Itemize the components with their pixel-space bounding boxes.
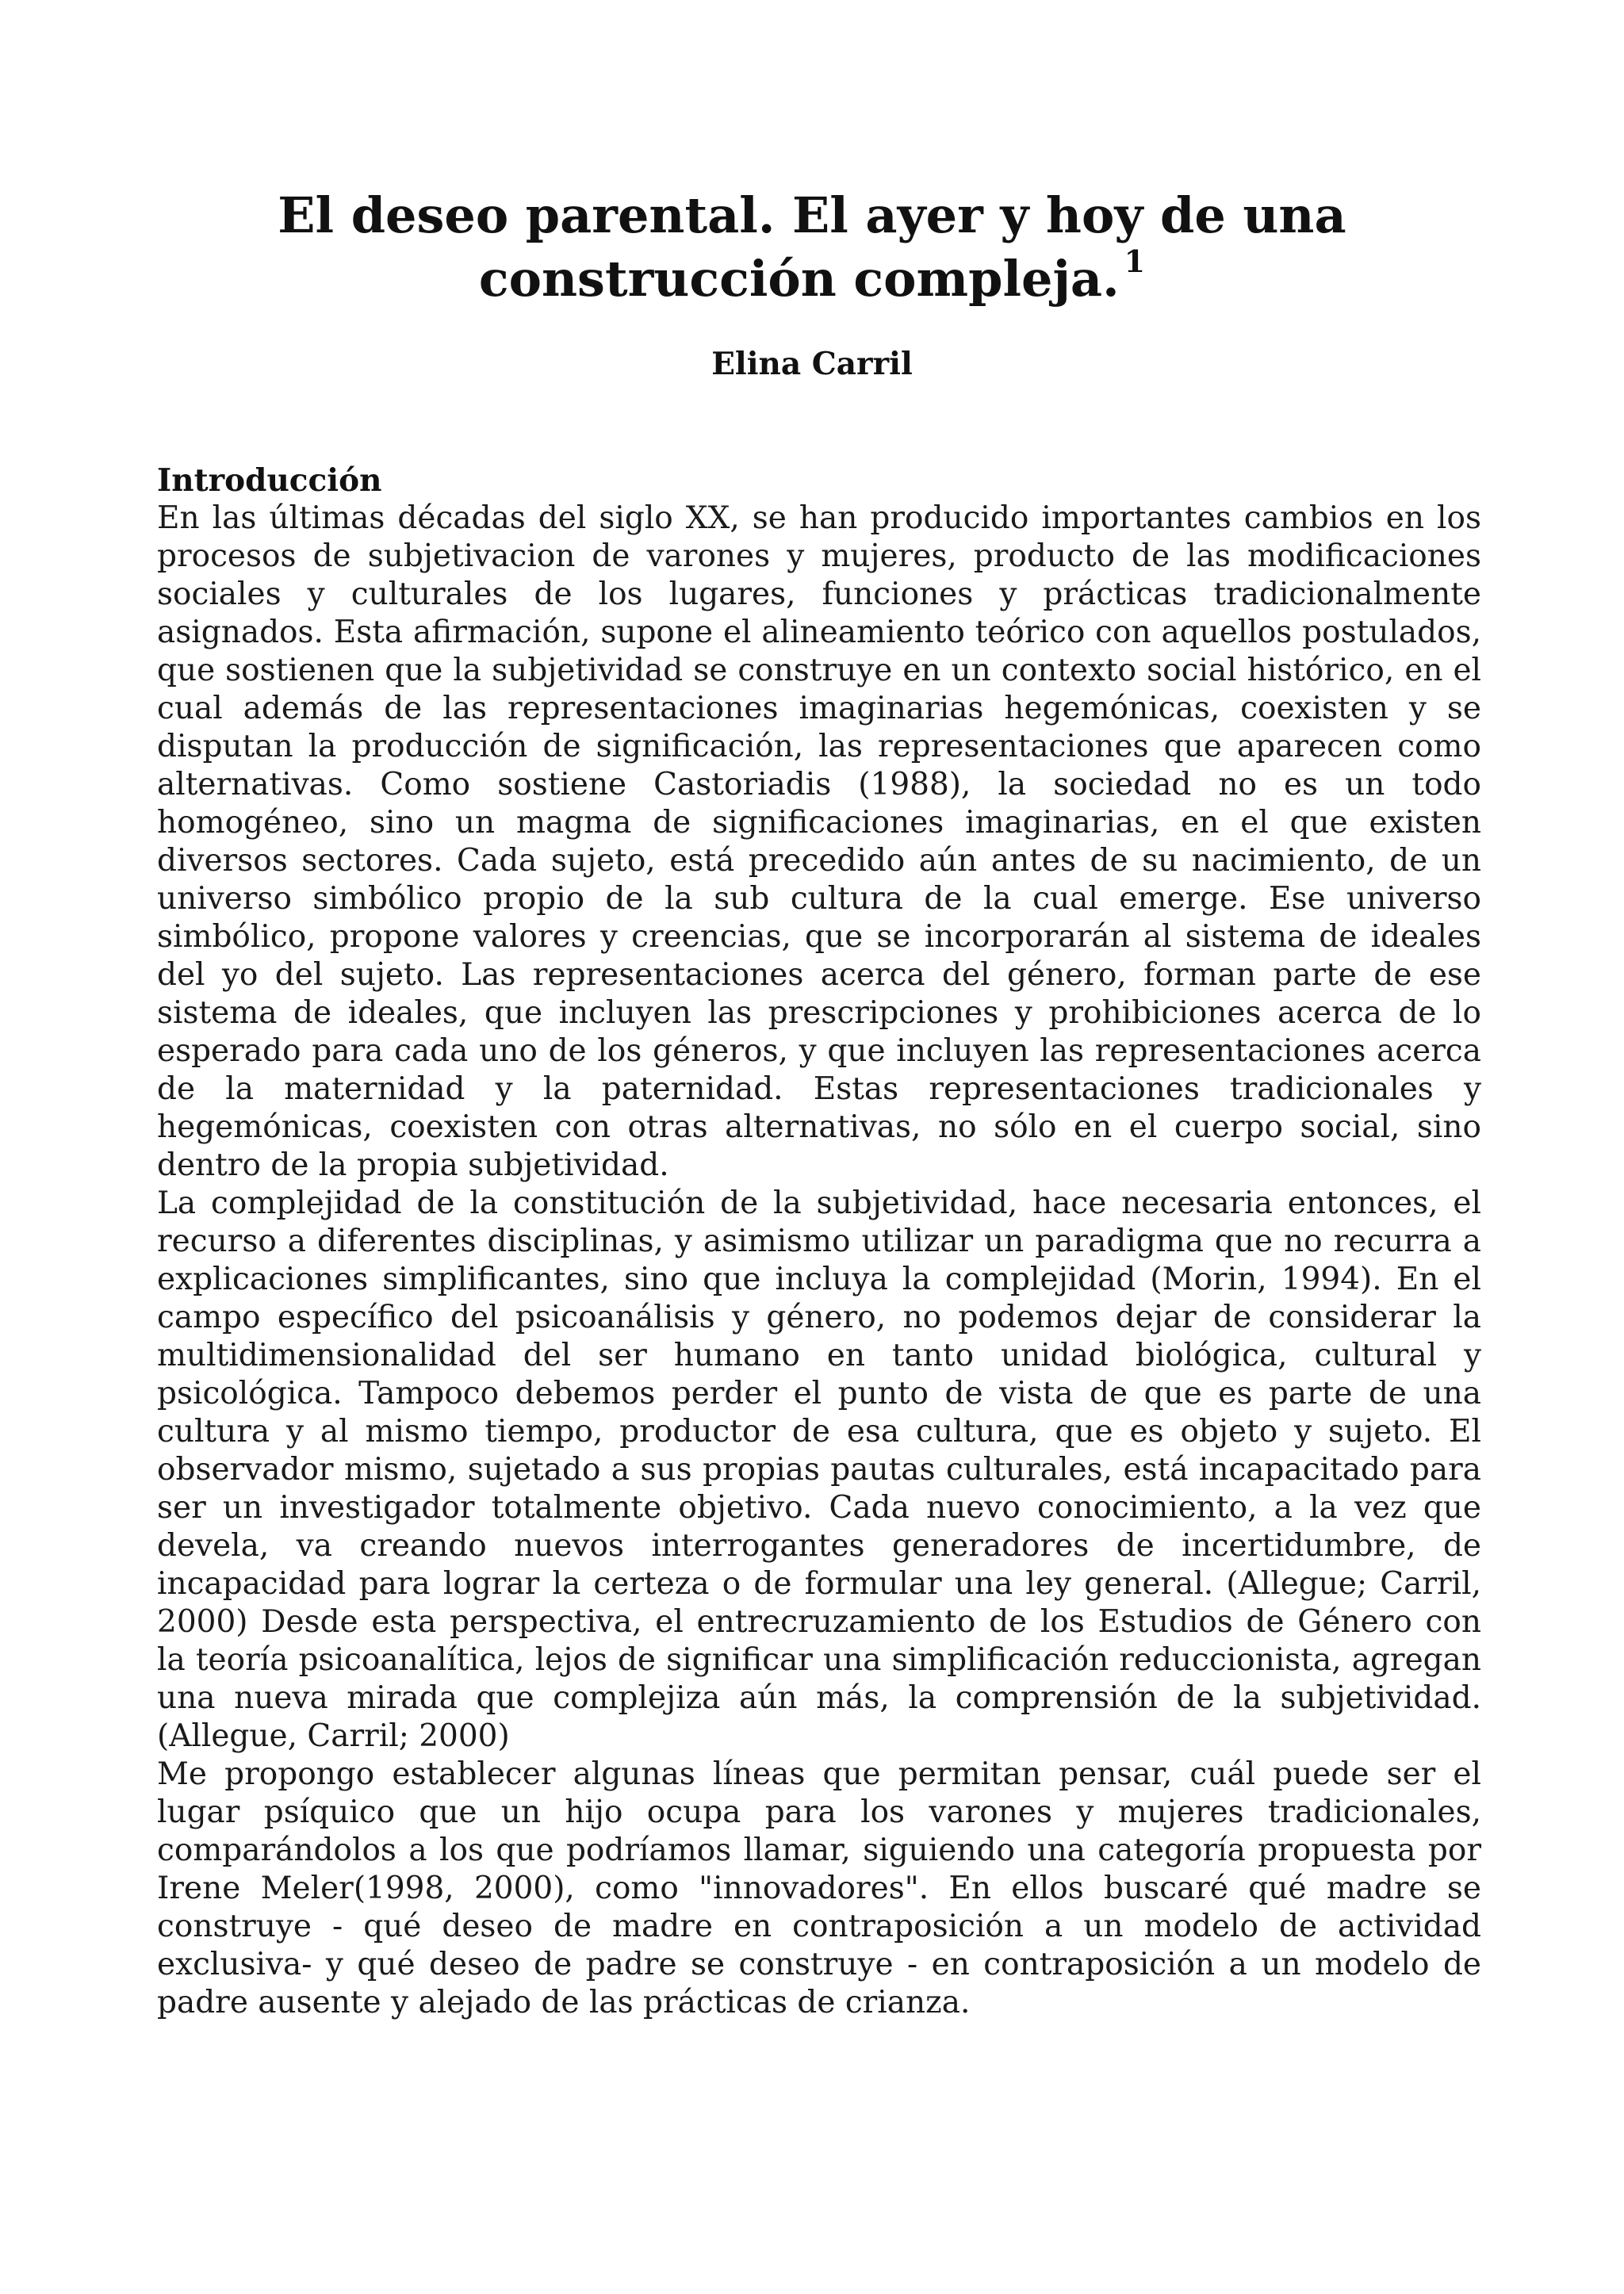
section-heading-introduccion: Introducción	[157, 462, 382, 499]
paragraph-2: La complejidad de la constitución de la subjetividad, hace necesaria entonces, el recurso a diferentes disciplinas, y asimismo utilizar un paradigma que no recurra a explicaciones simplificantes, sino que incluya la complejidad (Morin, 1994). En el campo específico del psicoanálisis y género, no podemos dejar de considerar la multidimensionalidad del ser humano en tanto unidad biológica, cultural y psicológica. Tampoco debemos perder el punto de vista de que es parte de una cultura y al mismo tiempo, productor de esa cultura, que es objeto y sujeto. El observador mismo, sujetado a sus propias pautas culturales, está incapacitado para ser un investigador totalmente objetivo. Cada nuevo conocimiento, a la vez que devela, va creando nuevos interrogantes generadores de incertidumbre, de incapacidad para lograr la certeza o de formular una ley general. (Allegue; Carril, 2000) Desde esta perspectiva, el entrecruzamiento de los Estudios de Género con la teoría psicoanalítica, lejos de significar una simplificación reduccionista, agregan una nueva mirada que complejiza aún más, la comprensión de la subjetividad.(Allegue, Carril; 2000)	[157, 1185, 1481, 1754]
title-footnote-marker[interactable]: 1	[1124, 243, 1146, 280]
document-body	[157, 461, 1481, 2022]
title-line-1: El deseo parental. El ayer y hoy de una	[278, 186, 1346, 244]
title-line-2	[0, 243, 1624, 311]
paragraph-1: En las últimas décadas del siglo XX, se han producido importantes cambios en los procesos de subjetivacion de varones y mujeres, producto de las modificaciones sociales y culturales de los lugares, funciones y prácticas tradicionalmente asignados. Esta afirmación, supone el alineamiento teórico con aquellos postulados, que sostienen que la subjetividad se construye en un contexto social histórico, en el cual además de las representaciones imaginarias hegemónicas, coexisten y se disputan la producción de significación, las representaciones que aparecen como alternativas. Como sostiene Castoriadis (1988), la sociedad no es un todo homogéneo, sino un magma de significaciones imaginarias, en el que existen diversos sectores. Cada sujeto, está precedido aún antes de su nacimiento, de un universo simbólico propio de la sub cultura de la cual emerge. Ese universo simbólico, propone valores y creencias, que se incorporarán al sistema de ideales del yo del sujeto. Las representaciones acerca del género, forman parte de ese sistema de ideales, que incluyen las prescripciones y prohibiciones acerca de lo esperado para cada uno de los géneros, y que incluyen las representaciones acerca de la maternidad y la paternidad. Estas representaciones tradicionales y hegemónicas, coexisten con otras alternativas, no sólo en el cuerpo social, sino dentro de la propia subjetividad.	[157, 500, 1481, 1183]
author-name: Elina Carril	[711, 346, 913, 382]
title-line-2-text: construcción compleja.	[478, 250, 1120, 308]
document-title	[0, 184, 1624, 311]
paragraph-3: Me propongo establecer algunas líneas que permitan pensar, cuál puede ser el lugar psíquico que un hijo ocupa para los varones y mujeres tradicionales, comparándolos a los que podríamos llamar, siguiendo una categoría propuesta por Irene Meler(1998, 2000), como "innovadores". En ellos buscaré qué madre se construye - qué deseo de madre en contraposición a un modelo de actividad exclusiva- y qué deseo de padre se construye - en contraposición a un modelo de padre ausente y alejado de las prácticas de crianza.	[157, 1756, 1481, 2020]
